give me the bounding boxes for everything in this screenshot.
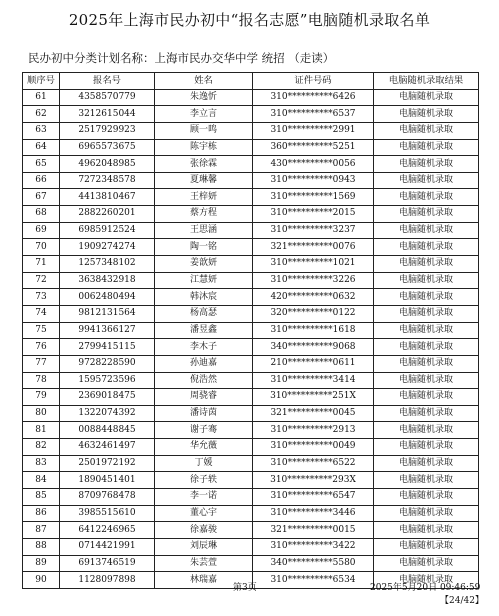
cell-seq: 79 — [23, 389, 60, 406]
cell-seq: 68 — [23, 206, 60, 223]
cell-name: 张徐霖 — [155, 156, 253, 173]
cell-result: 电脑随机录取 — [374, 139, 479, 156]
cell-result: 电脑随机录取 — [374, 222, 479, 239]
cell-name: 夏琳馨 — [155, 172, 253, 189]
cell-seq: 75 — [23, 322, 60, 339]
cell-reg-no: 2369018475 — [60, 389, 155, 406]
table-row — [23, 122, 479, 139]
cell-seq: 83 — [23, 455, 60, 472]
cell-result: 电脑随机录取 — [374, 122, 479, 139]
cell-name: 徐嘉骏 — [155, 522, 253, 539]
cell-id-no: 310**********0049 — [253, 439, 374, 456]
cell-seq: 82 — [23, 439, 60, 456]
cell-id-no: 310**********6537 — [253, 106, 374, 123]
cell-id-no: 310**********293X — [253, 472, 374, 489]
cell-id-no: 420**********0632 — [253, 289, 374, 306]
cell-name: 姜歆妍 — [155, 256, 253, 273]
admission-table — [22, 72, 479, 589]
cell-id-no: 310**********3422 — [253, 538, 374, 555]
table-row — [23, 272, 479, 289]
cell-id-no: 310**********2991 — [253, 122, 374, 139]
cell-id-no: 310**********6547 — [253, 489, 374, 506]
cell-reg-no: 1890451401 — [60, 472, 155, 489]
table-row — [23, 489, 479, 506]
cell-seq: 81 — [23, 422, 60, 439]
cell-result: 电脑随机录取 — [374, 206, 479, 223]
cell-id-no: 310**********6522 — [253, 455, 374, 472]
cell-name: 李木子 — [155, 339, 253, 356]
cell-reg-no: 0088448845 — [60, 422, 155, 439]
page-counter: 【24/42】 — [440, 596, 484, 606]
table-row — [23, 372, 479, 389]
cell-seq: 64 — [23, 139, 60, 156]
cell-name: 陈宇栋 — [155, 139, 253, 156]
cell-reg-no: 9728228590 — [60, 355, 155, 372]
cell-name: 朱逸忻 — [155, 89, 253, 106]
cell-seq: 72 — [23, 272, 60, 289]
cell-result: 电脑随机录取 — [374, 355, 479, 372]
cell-id-no: 310**********3226 — [253, 272, 374, 289]
cell-name: 刘辰琳 — [155, 538, 253, 555]
table-row — [23, 339, 479, 356]
cell-result: 电脑随机录取 — [374, 372, 479, 389]
cell-id-no: 210**********0611 — [253, 355, 374, 372]
cell-name: 江慧妍 — [155, 272, 253, 289]
cell-result: 电脑随机录取 — [374, 156, 479, 173]
table-row — [23, 305, 479, 322]
cell-result: 电脑随机录取 — [374, 522, 479, 539]
cell-name: 潘诗茵 — [155, 405, 253, 422]
header-reg-no: 报名号 — [60, 73, 155, 90]
table-row — [23, 422, 479, 439]
cell-id-no: 430**********0056 — [253, 156, 374, 173]
table-row — [23, 405, 479, 422]
cell-seq: 66 — [23, 172, 60, 189]
header-result: 电脑随机录取结果 — [374, 73, 479, 90]
cell-result: 电脑随机录取 — [374, 572, 479, 589]
cell-seq: 69 — [23, 222, 60, 239]
cell-name: 潘昱鑫 — [155, 322, 253, 339]
cell-name: 蔡方程 — [155, 206, 253, 223]
cell-seq: 77 — [23, 355, 60, 372]
table-row — [23, 222, 479, 239]
cell-seq: 90 — [23, 572, 60, 589]
cell-reg-no: 2882260201 — [60, 206, 155, 223]
cell-id-no: 310**********6426 — [253, 89, 374, 106]
cell-result: 电脑随机录取 — [374, 389, 479, 406]
cell-reg-no: 2517929923 — [60, 122, 155, 139]
cell-name: 李立言 — [155, 106, 253, 123]
cell-result: 电脑随机录取 — [374, 538, 479, 555]
table-header-row — [23, 73, 479, 90]
cell-seq: 85 — [23, 489, 60, 506]
cell-id-no: 321**********0015 — [253, 522, 374, 539]
cell-seq: 65 — [23, 156, 60, 173]
cell-result: 电脑随机录取 — [374, 305, 479, 322]
table-row — [23, 172, 479, 189]
cell-reg-no: 7272348578 — [60, 172, 155, 189]
cell-reg-no: 2501972192 — [60, 455, 155, 472]
cell-name: 周骁睿 — [155, 389, 253, 406]
cell-reg-no: 9812131564 — [60, 305, 155, 322]
cell-reg-no: 1322074392 — [60, 405, 155, 422]
cell-id-no: 310**********3446 — [253, 505, 374, 522]
cell-id-no: 310**********1618 — [253, 322, 374, 339]
cell-id-no: 320**********0122 — [253, 305, 374, 322]
table-row — [23, 189, 479, 206]
cell-reg-no: 0714421991 — [60, 538, 155, 555]
cell-name: 谢子骞 — [155, 422, 253, 439]
cell-result: 电脑随机录取 — [374, 239, 479, 256]
cell-result: 电脑随机录取 — [374, 272, 479, 289]
cell-id-no: 310**********1021 — [253, 256, 374, 273]
cell-name: 杨高瑟 — [155, 305, 253, 322]
cell-result: 电脑随机录取 — [374, 472, 479, 489]
table-row — [23, 206, 479, 223]
cell-result: 电脑随机录取 — [374, 289, 479, 306]
table-row — [23, 555, 479, 572]
table-row — [23, 322, 479, 339]
cell-id-no: 310**********0943 — [253, 172, 374, 189]
cell-name: 丁媛 — [155, 455, 253, 472]
table-row — [23, 289, 479, 306]
cell-result: 电脑随机录取 — [374, 422, 479, 439]
cell-id-no: 310**********3414 — [253, 372, 374, 389]
plan-name: 民办初中分类计划名称：上海市民办交华中学 统招 （走读） — [28, 51, 335, 65]
cell-seq: 87 — [23, 522, 60, 539]
table-row — [23, 472, 479, 489]
cell-id-no: 310**********6534 — [253, 572, 374, 589]
cell-name: 林瑞嘉 — [155, 572, 253, 589]
page-number: 第3页 — [233, 583, 257, 593]
cell-name: 王梓妍 — [155, 189, 253, 206]
cell-seq: 84 — [23, 472, 60, 489]
cell-reg-no: 1128097898 — [60, 572, 155, 589]
cell-name: 朱芸萱 — [155, 555, 253, 572]
cell-result: 电脑随机录取 — [374, 339, 479, 356]
cell-result: 电脑随机录取 — [374, 439, 479, 456]
cell-reg-no: 1909274274 — [60, 239, 155, 256]
cell-seq: 89 — [23, 555, 60, 572]
cell-id-no: 310**********3237 — [253, 222, 374, 239]
cell-result: 电脑随机录取 — [374, 505, 479, 522]
cell-reg-no: 1595723596 — [60, 372, 155, 389]
cell-seq: 88 — [23, 538, 60, 555]
cell-reg-no: 9941366127 — [60, 322, 155, 339]
cell-seq: 61 — [23, 89, 60, 106]
table-row — [23, 139, 479, 156]
cell-id-no: 310**********251X — [253, 389, 374, 406]
cell-result: 电脑随机录取 — [374, 189, 479, 206]
cell-id-no: 360**********5251 — [253, 139, 374, 156]
header-id-no: 证件号码 — [253, 73, 374, 90]
cell-reg-no: 3638432918 — [60, 272, 155, 289]
cell-result: 电脑随机录取 — [374, 256, 479, 273]
table-row — [23, 538, 479, 555]
table-row — [23, 106, 479, 123]
cell-name: 华允薇 — [155, 439, 253, 456]
cell-reg-no: 3212615044 — [60, 106, 155, 123]
cell-name: 李一诺 — [155, 489, 253, 506]
cell-name: 徐子轶 — [155, 472, 253, 489]
cell-seq: 78 — [23, 372, 60, 389]
table-row — [23, 256, 479, 273]
cell-id-no: 340**********9068 — [253, 339, 374, 356]
cell-reg-no: 1257348102 — [60, 256, 155, 273]
cell-name: 顾一鸣 — [155, 122, 253, 139]
table-row — [23, 355, 479, 372]
cell-seq: 63 — [23, 122, 60, 139]
cell-seq: 67 — [23, 189, 60, 206]
table-row — [23, 389, 479, 406]
cell-reg-no: 0062480494 — [60, 289, 155, 306]
cell-seq: 62 — [23, 106, 60, 123]
table-row — [23, 455, 479, 472]
cell-seq: 76 — [23, 339, 60, 356]
table-row — [23, 522, 479, 539]
table-row — [23, 89, 479, 106]
cell-seq: 86 — [23, 505, 60, 522]
cell-result: 电脑随机录取 — [374, 322, 479, 339]
cell-id-no: 321**********0076 — [253, 239, 374, 256]
cell-result: 电脑随机录取 — [374, 555, 479, 572]
cell-reg-no: 4962048985 — [60, 156, 155, 173]
cell-id-no: 310**********2913 — [253, 422, 374, 439]
cell-reg-no: 4358570779 — [60, 89, 155, 106]
print-timestamp: 2025年5月20日 09:46:59 — [370, 583, 481, 593]
table-row — [23, 439, 479, 456]
cell-seq: 70 — [23, 239, 60, 256]
cell-reg-no: 6913746519 — [60, 555, 155, 572]
cell-reg-no: 8709768478 — [60, 489, 155, 506]
table-body — [23, 89, 479, 588]
table-row — [23, 239, 479, 256]
header-name: 姓名 — [155, 73, 253, 90]
cell-reg-no: 4413810467 — [60, 189, 155, 206]
cell-reg-no: 4632461497 — [60, 439, 155, 456]
cell-seq: 73 — [23, 289, 60, 306]
cell-name: 董心宇 — [155, 505, 253, 522]
cell-id-no: 340**********5580 — [253, 555, 374, 572]
cell-id-no: 321**********0045 — [253, 405, 374, 422]
cell-seq: 71 — [23, 256, 60, 273]
cell-reg-no: 6412246965 — [60, 522, 155, 539]
table-row — [23, 156, 479, 173]
cell-result: 电脑随机录取 — [374, 89, 479, 106]
cell-id-no: 310**********2015 — [253, 206, 374, 223]
table-row — [23, 505, 479, 522]
cell-result: 电脑随机录取 — [374, 489, 479, 506]
cell-seq: 74 — [23, 305, 60, 322]
cell-result: 电脑随机录取 — [374, 106, 479, 123]
cell-reg-no: 3985515610 — [60, 505, 155, 522]
page-title: 2025年上海市民办初中“报名志愿”电脑随机录取名单 — [68, 11, 431, 29]
cell-result: 电脑随机录取 — [374, 405, 479, 422]
cell-name: 孙迪嘉 — [155, 355, 253, 372]
cell-result: 电脑随机录取 — [374, 455, 479, 472]
cell-name: 王思涵 — [155, 222, 253, 239]
cell-name: 陶一铭 — [155, 239, 253, 256]
cell-reg-no: 6985912524 — [60, 222, 155, 239]
header-seq: 顺序号 — [23, 73, 60, 90]
cell-id-no: 310**********1569 — [253, 189, 374, 206]
cell-name: 倪浩然 — [155, 372, 253, 389]
cell-result: 电脑随机录取 — [374, 172, 479, 189]
cell-reg-no: 6965573675 — [60, 139, 155, 156]
cell-seq: 80 — [23, 405, 60, 422]
cell-name: 韩沐宸 — [155, 289, 253, 306]
cell-reg-no: 2799415115 — [60, 339, 155, 356]
